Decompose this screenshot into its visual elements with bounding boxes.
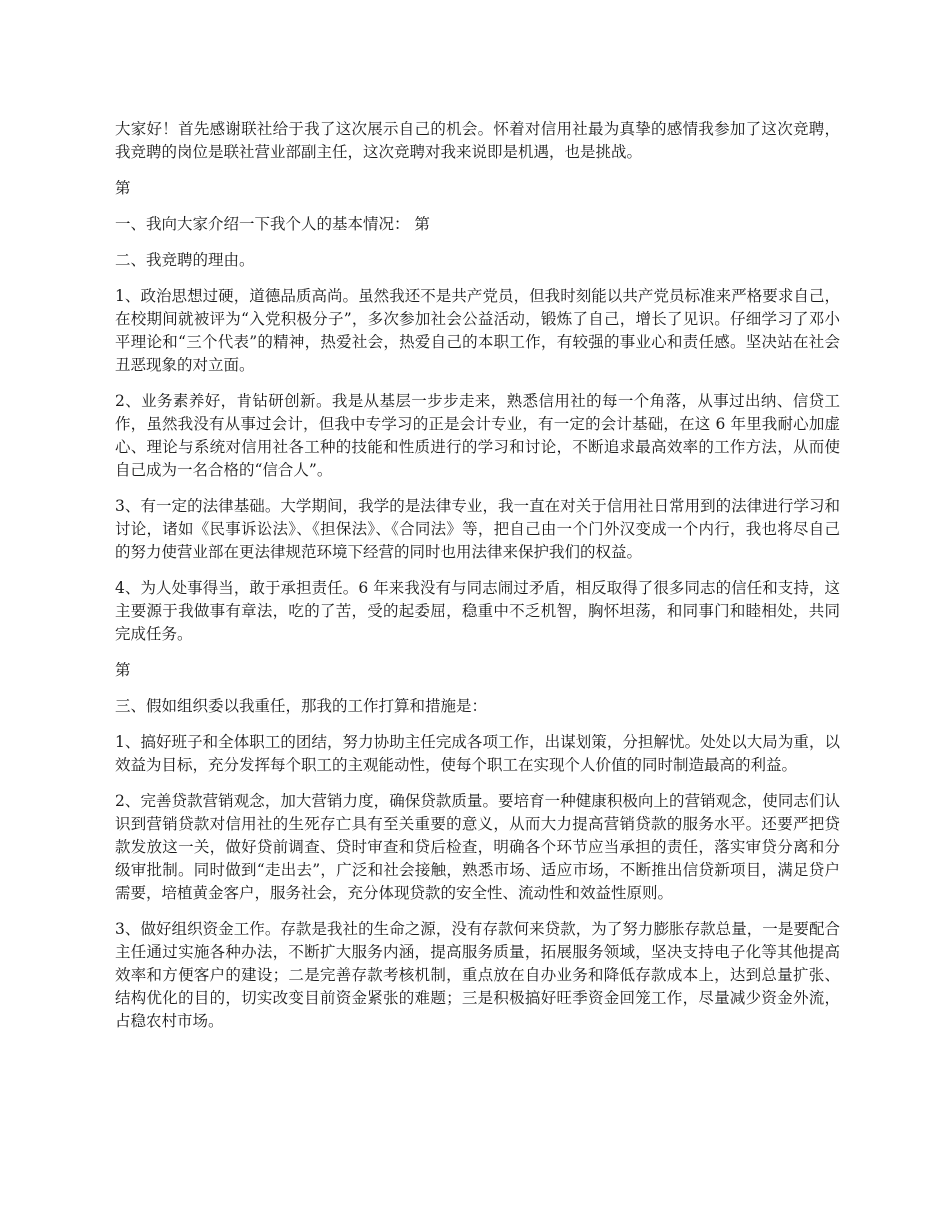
paragraph-reason-3: 3、有一定的法律基础。大学期间，我学的是法律专业，我一直在对关于信用社日常用到的法律进行学习和讨论，诸如《民事诉讼法》、《担保法》、《合同法》等，把自己由一个门外汉变成一个内行，我也将尽自己的努力使营业部在更法律规范环境下经营的同时也用法律来保护我们的权益。 xyxy=(115,497,840,561)
paragraph-heading-plans: 三、假如组织委以我重任，那我的工作打算和措施是： xyxy=(115,697,488,715)
paragraph-heading-basic-info: 一、我向大家介绍一下我个人的基本情况： 第 xyxy=(115,215,430,233)
paragraph-section-marker: 第 xyxy=(115,179,131,197)
paragraph-intro: 大家好！首先感谢联社给于我了这次展示自己的机会。怀着对信用社最为真挚的感情我参加了这次竞聘，我竞聘的岗位是联社营业部副主任，这次竞聘对我来说即是机遇，也是挑战。 xyxy=(115,120,840,161)
paragraph-heading-reasons: 二、我竞聘的理由。 xyxy=(115,251,255,269)
paragraph-plan-1: 1、搞好班子和全体职工的团结，努力协助主任完成各项工作，出谋划策，分担解忧。处处以大局为重，以效益为目标，充分发挥每个职工的主观能动性，使每个职工在实现个人价值的同时制造最高的利益。 xyxy=(115,733,840,774)
document-body xyxy=(115,118,840,1046)
paragraph-plan-3: 3、做好组织资金工作。存款是我社的生命之源，没有存款何来贷款，为了努力膨胀存款总量，一是要配合主任通过实施各种办法，不断扩大服务内涵，提高服务质量，拓展服务领域，坚决支持电子化等其他提高效率和方便客户的建设；二是完善存款考核机制，重点放在自办业务和降低存款成本上，达到总量扩张、结构优化的目的，切实改变目前资金紧张的难题；三是积极搞好旺季资金回笼工作，尽量减少资金外流，占稳农村市场。 xyxy=(115,920,840,1030)
paragraph-reason-2: 2、业务素养好，肯钻研创新。我是从基层一步步走来，熟悉信用社的每一个角落，从事过出纳、信贷工作，虽然我没有从事过会计，但我中专学习的正是会计专业，有一定的会计基础，在这 6 年里我耐心加虚心、理论与系统对信用社各工种的技能和性质进行的学习和讨论，不断追求最高效率的工作方法，从而使自己成为一名合格的“信合人”。 xyxy=(115,392,840,479)
paragraph-section-marker: 第 xyxy=(115,661,131,679)
paragraph-reason-1: 1、政治思想过硬，道德品质高尚。虽然我还不是共产党员，但我时刻能以共产党员标准来严格要求自己，在校期间就被评为“入党积极分子”，多次参加社会公益活动，锻炼了自己，增长了见识。仔细学习了邓小平理论和“三个代表”的精神，热爱社会，热爱自己的本职工作，有较强的事业心和责任感。坚决站在社会丑恶现象的对立面。 xyxy=(115,287,840,374)
paragraph-plan-2: 2、完善贷款营销观念，加大营销力度，确保贷款质量。要培育一种健康积极向上的营销观念，使同志们认识到营销贷款对信用社的生死存亡具有至关重要的意义，从而大力提高营销贷款的服务水平。还要严把贷款发放这一关，做好贷前调查、贷时审查和贷后检查，明确各个环节应当承担的责任，落实审贷分离和分级审批制。同时做到“走出去”，广泛和社会接触，熟悉市场、适应市场，不断推出信贷新项目，满足贷户需要，培植黄金客户，服务社会，充分体现贷款的安全性、流动性和效益性原则。 xyxy=(115,792,840,902)
paragraph-reason-4: 4、为人处事得当，敢于承担责任。6 年来我没有与同志闹过矛盾，相反取得了很多同志的信任和支持，这主要源于我做事有章法，吃的了苦，受的起委屈，稳重中不乏机智，胸怀坦荡，和同事门和睦相处，共同完成任务。 xyxy=(115,579,840,643)
